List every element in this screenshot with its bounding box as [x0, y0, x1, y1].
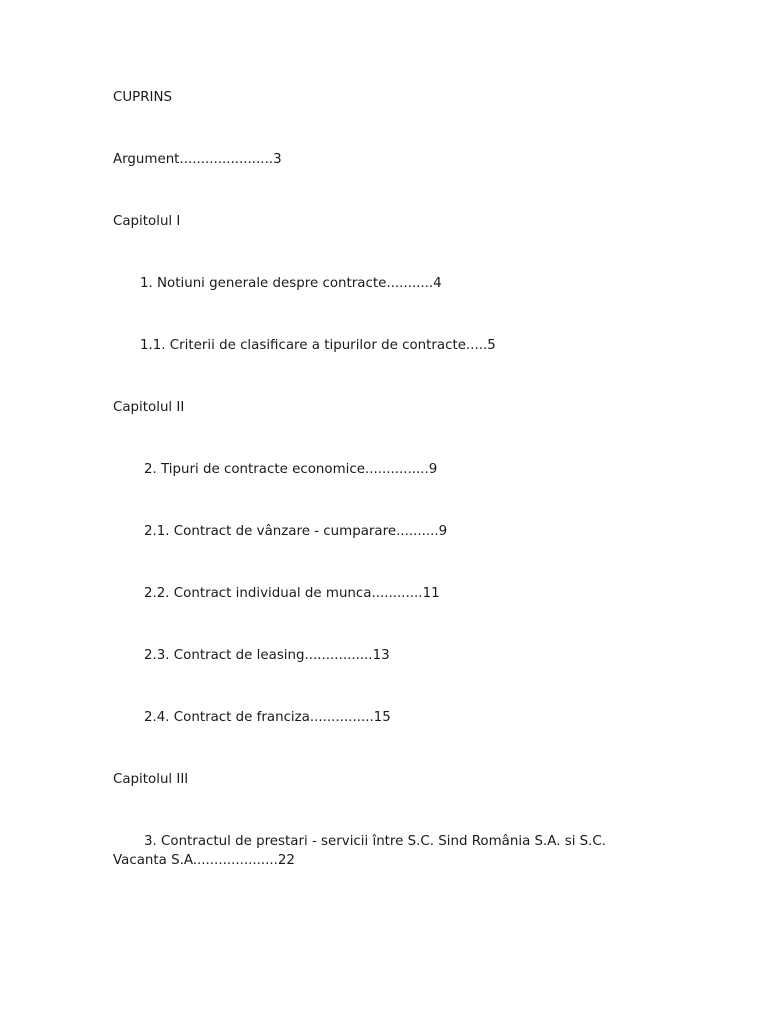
toc-entry: 2.3. Contract de leasing................13 [144, 648, 390, 663]
toc-entry-line: 3. Contractul de prestari - servicii între S.C. Sind România S.A. si S.C. [144, 834, 607, 849]
toc-entry: 2.2. Contract individual de munca............11 [144, 586, 440, 601]
chapter-3-title: Capitolul III [113, 772, 189, 787]
chapter-2-title: Capitolul II [113, 400, 185, 415]
chapter-1-title: Capitolul I [113, 214, 181, 229]
toc-entry: 1.1. Criterii de clasificare a tipurilor de contracte.....5 [140, 338, 496, 353]
toc-entry: 2.4. Contract de franciza...............15 [144, 710, 391, 725]
toc-entry-argument: Argument......................3 [113, 152, 282, 167]
toc-entry-line: Vacanta S.A....................22 [113, 853, 295, 868]
toc-entry: 2. Tipuri de contracte economice...............9 [144, 462, 438, 477]
toc-entry: 1. Notiuni generale despre contracte...........4 [140, 276, 442, 291]
toc-entry: 2.1. Contract de vânzare - cumparare..........9 [144, 524, 448, 539]
toc-heading: CUPRINS [113, 90, 172, 105]
